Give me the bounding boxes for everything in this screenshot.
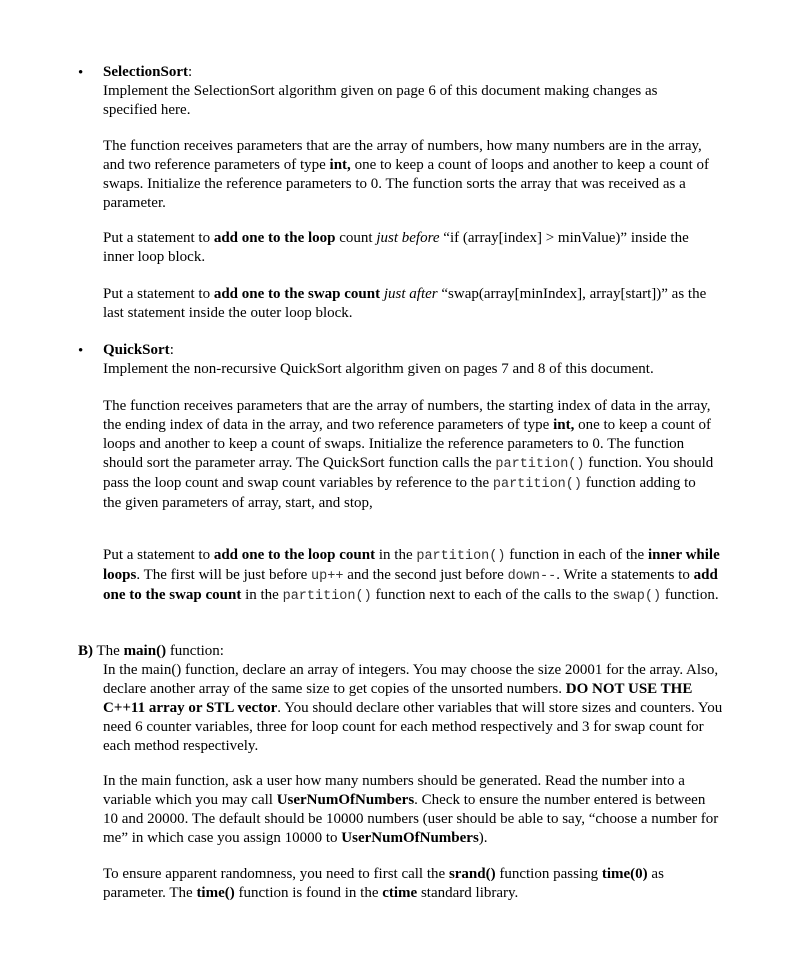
text-bold: time(0) (601, 866, 648, 882)
code-partition: partition() (416, 549, 506, 564)
text-bold: add one to the loop count (213, 547, 376, 563)
quick-paragraph-1 (103, 397, 715, 513)
heading-colon: : (187, 64, 193, 80)
text: function passing (495, 866, 602, 882)
text-italic: just before (376, 230, 440, 246)
selection-paragraph-2 (103, 229, 723, 267)
text: function is found in the (234, 885, 383, 901)
heading-text: QuickSort (103, 342, 170, 358)
text: function. (661, 587, 719, 603)
selection-sort-heading (103, 63, 192, 82)
code-partition: partition() (495, 457, 585, 472)
text: The function receives parameters that are the array of numbers, the starting index of data in the array, the ending index of data in the array, and two reference parameters of type (103, 398, 711, 433)
text: as parameter. The (103, 866, 664, 901)
text: In the main function, ask a user how many numbers should be generated. Read the number into a variable which you may call (103, 773, 685, 808)
selection-paragraph-1 (103, 137, 723, 213)
selection-paragraph-3 (103, 285, 723, 323)
code-partition: partition() (492, 477, 582, 492)
text: To ensure apparent randomness, you need to first call the (103, 866, 449, 882)
text-bold: add one to the loop (213, 230, 336, 246)
heading-colon: : (169, 342, 174, 358)
heading-text: SelectionSort (103, 64, 188, 80)
text: “if (array[index] > minValue)” inside the inner loop block. (103, 230, 689, 265)
text: function adding to the given parameters of array, start, and stop, (103, 475, 696, 511)
text: Put a statement to (103, 286, 214, 302)
text: . Write a statements to (556, 567, 694, 583)
text-bold: UserNumOfNumbers (276, 792, 415, 808)
text-bold: inner while loops (103, 547, 720, 583)
text: . You should declare other variables that will store sizes and counters. You need 6 counter variables, three for loop count for each method respectively and 3 for swap count for each method respectively. (103, 700, 723, 754)
text-italic: just after (383, 286, 438, 302)
main-paragraph-1 (103, 661, 723, 756)
main-paragraph-3 (103, 865, 713, 903)
text: “swap(array[minIndex], array[start])” as the last statement inside the outer loop block. (103, 286, 707, 321)
text: one to keep a count of loops and another to keep a count of swaps. Initialize the reference parameters to 0. The function should sort the parameter array. The QuickSort function calls the (103, 417, 711, 471)
text-bold: time() (196, 885, 235, 901)
text: The (93, 643, 124, 659)
text: function next to each of the calls to the (371, 587, 613, 603)
text: standard library. (417, 885, 519, 901)
text: ). (478, 830, 488, 846)
code-down: down-- (507, 569, 557, 584)
text: in the (241, 587, 283, 603)
code-partition: partition() (282, 589, 372, 604)
quick-paragraph-2 (103, 546, 723, 606)
code-swap: swap() (612, 589, 662, 604)
bullet: • (78, 65, 84, 81)
quick-intro: Implement the non-recursive QuickSort algorithm given on pages 7 and 8 of this document. (103, 361, 654, 377)
main-paragraph-2 (103, 772, 723, 848)
text: one to keep a count of loops and another to keep a count of swaps. Initialize the reference parameters to 0. The function sorts the array that was received as a parameter. (103, 157, 710, 211)
text: . Check to ensure the number entered is between 10 and 20000. The default should be 10000 numbers (user should be able to say, “choose a number for me” in which case you assign 10000 to (103, 792, 719, 846)
text: In the main() function, declare an array of integers. You may choose the size 20001 for the array. Also, declare another array of the same size to get copies of the unsorted numbers. (103, 662, 719, 697)
text: and the second just before (343, 567, 508, 583)
text-bold: srand() (448, 866, 496, 882)
text: . The first will be just before (136, 567, 312, 583)
text: The function receives parameters that are the array of numbers, how many numbers are in the array, and two reference parameters of type (103, 138, 702, 173)
text-bold: int, (329, 157, 351, 173)
main-function-heading (78, 642, 224, 661)
section-label: B) (78, 643, 93, 659)
text: function in each of the (505, 547, 648, 563)
text-bold: add one to the swap count (103, 567, 718, 603)
selection-intro: Implement the SelectionSort algorithm given on page 6 of this document making changes as specified here. (103, 83, 658, 118)
text: Put a statement to (103, 547, 214, 563)
text: function: (166, 643, 224, 659)
text: Put a statement to (103, 230, 214, 246)
text-bold: add one to the swap count (213, 286, 381, 302)
quick-sort-heading (103, 341, 174, 360)
text-bold: DO NOT USE THE C++11 array or STL vector (103, 681, 693, 716)
code-up: up++ (311, 569, 344, 584)
text: count (335, 230, 377, 246)
text-bold: int, (553, 417, 575, 433)
text-bold: UserNumOfNumbers (341, 830, 479, 846)
text: in the (375, 547, 417, 563)
bullet: • (78, 343, 84, 359)
text-bold: main() (123, 643, 167, 659)
text: function. You should pass the loop count and swap count variables by reference to the (103, 455, 714, 491)
text-bold: ctime (382, 885, 418, 901)
